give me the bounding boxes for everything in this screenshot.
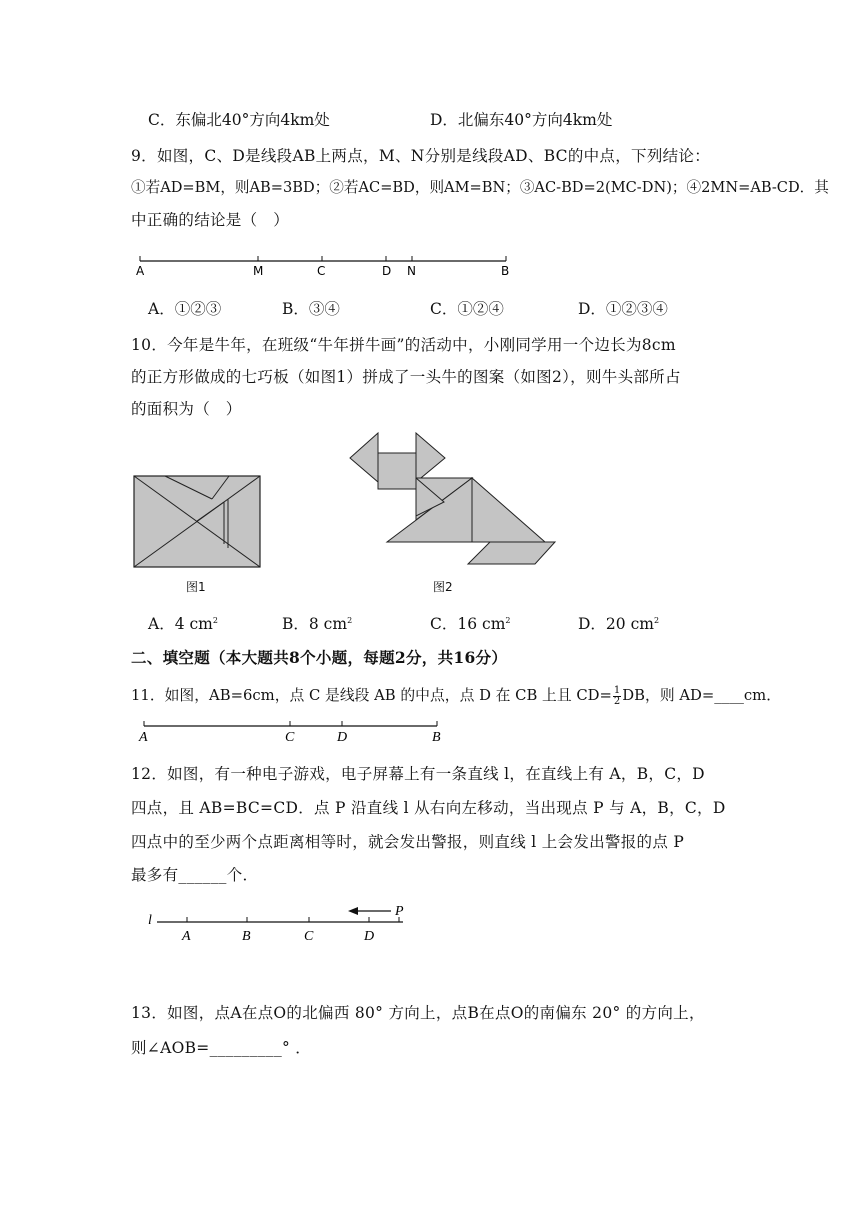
q12-label-a: A bbox=[182, 929, 191, 944]
q9-text-line1: 9．如图，C、D是线段AB上两点，M、N分别是线段AD、BC的中点，下列结论： bbox=[131, 147, 711, 165]
section-2-heading: 二、填空题（本大题共8个小题，每题2分，共16分） bbox=[131, 648, 508, 667]
q12-label-p: P bbox=[395, 904, 404, 919]
q11-fraction: $\frac{1}{2}$ bbox=[613, 684, 621, 707]
q10-option-d: D．20 $cm^2$ bbox=[578, 615, 660, 633]
q9-option-a: A．①②③ bbox=[148, 300, 222, 318]
q9-option-b: B．③④ bbox=[282, 300, 340, 318]
q12-text-line1: 12．如图，有一种电子游戏，电子屏幕上有一条直线 l，在直线上有 A，B，C，D bbox=[131, 765, 705, 783]
q10-figure-2-caption: 图2 bbox=[433, 580, 453, 594]
q9-label-n: N bbox=[407, 264, 416, 278]
q11-label-c: C bbox=[285, 730, 295, 745]
q9-option-d: D．①②③④ bbox=[578, 300, 668, 318]
q11-text: 11．如图，AB=6cm，点 C 是线段 AB 的中点，点 D 在 CB 上且 CD= $\frac{1}{2}$ DB，则 AD=____cm． bbox=[131, 684, 781, 707]
q12-text-line2: 四点，且 AB=BC=CD．点 P 沿直线 l 从右向左移动，当出现点 P 与 A，B，C，D bbox=[131, 799, 726, 817]
q9-option-c: C．①②④ bbox=[430, 300, 504, 318]
q12-label-b: B bbox=[242, 929, 251, 944]
q10-option-a: A．4 $cm^2$ bbox=[148, 615, 218, 633]
q8-option-d: D．北偏东40°方向4km处 bbox=[430, 111, 613, 129]
q11-label-a: A bbox=[139, 730, 148, 745]
q10-option-c: C．16 $cm^2$ bbox=[430, 615, 511, 633]
q9-segment-figure bbox=[130, 244, 520, 280]
q10-figure-1-caption: 图1 bbox=[186, 580, 206, 594]
q13-text-line2: 则∠AOB=_________° ． bbox=[131, 1039, 312, 1057]
q11-label-d: D bbox=[337, 730, 348, 745]
q9-label-a: A bbox=[136, 264, 145, 278]
q10-tangram-figure-2 bbox=[345, 430, 565, 570]
q9-label-c: C bbox=[317, 264, 326, 278]
q12-label-c: C bbox=[304, 929, 314, 944]
q10-tangram-figure-1 bbox=[130, 472, 265, 572]
left-arrow-icon bbox=[348, 907, 358, 915]
q10-option-b: B．8 $cm^2$ bbox=[282, 615, 353, 633]
q12-label-d: D bbox=[364, 929, 375, 944]
q12-line-figure bbox=[145, 900, 415, 946]
q11-label-b: B bbox=[432, 730, 441, 745]
q10-text-line1: 10．今年是牛年，在班级“牛年拼牛画”的活动中，小刚同学用一个边长为8cm bbox=[131, 336, 676, 354]
q9-text-line3: 中正确的结论是（ ） bbox=[131, 211, 290, 229]
q12-text-line4: 最多有______个． bbox=[131, 866, 259, 884]
q13-text-line1: 13．如图，点A在点O的北偏西 80° 方向上，点B在点O的南偏东 20° 的方向上， bbox=[131, 1004, 705, 1022]
q12-text-line3: 四点中的至少两个点距离相等时，就会发出警报，则直线 l 上会发出警报的点 P bbox=[131, 833, 685, 851]
q9-text-line2: ①若AD=BM，则AB=3BD；②若AC=BD，则AM=BN；③AC-BD=2(MC-DN)；④2MN=AB-CD．其 bbox=[131, 179, 829, 196]
q9-label-d: D bbox=[382, 264, 392, 278]
q10-text-line3: 的面积为（ ） bbox=[131, 400, 242, 418]
q8-option-c: C．东偏北40°方向4km处 bbox=[148, 111, 330, 129]
q12-label-l: l bbox=[148, 913, 152, 928]
q10-text-line2: 的正方形做成的七巧板（如图1）拼成了一头牛的图案（如图2），则牛头部所占 bbox=[131, 368, 681, 386]
q9-label-b: B bbox=[501, 264, 510, 278]
q11-segment-figure bbox=[135, 718, 445, 744]
q9-label-m: M bbox=[253, 264, 264, 278]
